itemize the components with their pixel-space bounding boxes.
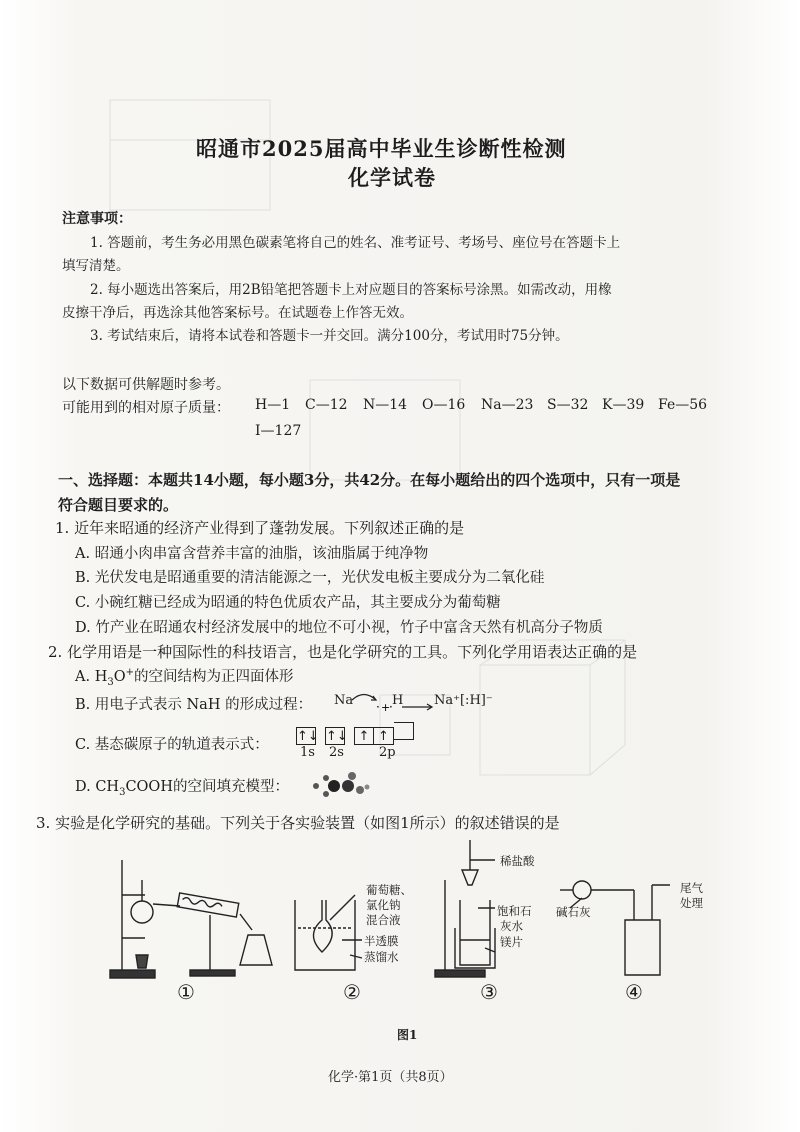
svg-text:·: ·: [376, 700, 380, 714]
nah-na-symbol: Na: [334, 693, 354, 708]
label-mg: 镁片: [500, 935, 523, 949]
q2-option-a: [75, 665, 294, 688]
reference-intro: 以下数据可供解题时参考。: [62, 377, 230, 393]
nah-h-symbol: H: [392, 693, 404, 708]
apparatus-number-1: ①: [177, 980, 195, 1004]
label-tail-gas-1: 尾气: [680, 881, 703, 895]
nah-electron-formula: [334, 690, 494, 720]
mass-na: Na—23: [481, 397, 534, 413]
apparatus-number-3: ③: [480, 980, 498, 1004]
label-membrane: 半透膜: [364, 934, 399, 948]
q2-a-text: 的空间结构为正四面体形: [134, 669, 294, 685]
reference-label: 可能用到的相对原子质量：: [62, 400, 230, 416]
page-footer: 化学·第1页（共8页）: [328, 1070, 453, 1085]
q2-a-sup: +: [125, 667, 134, 679]
note-line-4: 皮擦干净后，再选涂其他答案标号。在试题卷上作答无效。: [62, 305, 413, 321]
figure-1-apparatus: [100, 840, 720, 990]
exam-title: 昭通市2025届高中毕业生诊断性检测: [196, 136, 567, 161]
apparatus-number-4: ④: [625, 980, 643, 1004]
q2-a-sub: 3: [107, 676, 114, 688]
mass-n: N—14: [363, 397, 408, 413]
orbital-label-2p: 2p: [379, 745, 396, 760]
note-line-1: 1. 答题前，考生务必用黑色碳素笔将自己的姓名、准考证号、考场号、座位号在答题卡上: [90, 235, 621, 251]
svg-text:·: ·: [389, 700, 393, 714]
mass-c: C—12: [305, 397, 348, 413]
note-line-2: 填写清楚。: [62, 258, 130, 274]
nah-product: Na⁺[:H]⁻: [434, 693, 493, 708]
mass-s: S—32: [547, 397, 589, 413]
orbital-2p-3: [394, 722, 414, 740]
label-mixture: 混合液: [366, 913, 401, 927]
section-heading-line-2: 符合题目要求的。: [58, 496, 179, 514]
q3-stem: 3. 实验是化学研究的基础。下列关于各实验装置（如图1所示）的叙述错误的是: [36, 814, 560, 832]
q2-a-o: O: [113, 669, 126, 685]
q2-d-text: COOH的空间填充模型：: [125, 779, 289, 795]
orbital-2s: ↑↓: [326, 729, 348, 744]
q2-stem: 2. 化学用语是一种国际性的科技语言，也是化学研究的工具。下列化学用语表达正确的是: [48, 643, 638, 661]
orbital-label-2s: 2s: [329, 745, 344, 760]
q2-a-prefix: A. H: [75, 669, 108, 685]
q2-d-prefix: D. CH: [75, 779, 120, 795]
mass-fe: Fe—56: [658, 397, 708, 413]
label-soda-lime: 碱石灰: [556, 905, 591, 919]
label-limewater-2: 灰水: [500, 919, 523, 933]
orbital-1s: ↑↓: [297, 729, 319, 744]
mass-k: K—39: [602, 397, 645, 413]
orbital-2p-2: ↑: [374, 727, 394, 745]
mass-h: H—1: [255, 397, 291, 413]
section-heading-line-1: 一、选择题：本题共14小题，每小题3分，共42分。在每小题给出的四个选项中，只有一项是: [58, 471, 681, 489]
acetic-acid-model-icon: [308, 772, 370, 800]
label-tail-gas-2: 处理: [680, 896, 703, 910]
mass-i: I—127: [255, 423, 302, 439]
carbon-orbital-diagram: [296, 722, 414, 745]
svg-text:+: +: [381, 701, 391, 714]
q2-b-text: B. 用电子式表示 NaH 的形成过程：: [75, 697, 313, 713]
q1-option-d: D. 竹产业在昭通农村经济发展中的地位不可小视，竹子中富含天然有机高分子物质: [75, 620, 603, 636]
q2-c-text: C. 基态碳原子的轨道表示式：: [75, 737, 269, 753]
orbital-label-1s: 1s: [300, 745, 315, 760]
exam-subtitle: 化学试卷: [348, 165, 436, 190]
q2-option-c: [75, 733, 269, 754]
label-nacl: 氯化钠: [366, 898, 401, 912]
label-limewater-1: 饱和石: [497, 904, 532, 918]
notes-heading: 注意事项：: [62, 211, 132, 227]
note-line-5: 3. 考试结束后，请将本试卷和答题卡一并交回。满分100分，考试用时75分钟。: [90, 328, 569, 344]
orbital-2p-1: ↑: [354, 727, 374, 745]
note-line-3: 2. 每小题选出答案后，用2B铅笔把答题卡上对应题目的答案标号涂黑。如需改动，用橡: [90, 282, 612, 298]
q2-option-d: [75, 775, 289, 798]
q1-option-a: A. 昭通小肉串富含营养丰富的油脂，该油脂属于纯净物: [75, 546, 429, 562]
apparatus-number-2: ②: [343, 980, 361, 1004]
mass-o: O—16: [422, 397, 466, 413]
figure-caption: 图1: [397, 1028, 418, 1042]
q1-stem: 1. 近年来昭通的经济产业得到了蓬勃发展。下列叙述正确的是: [55, 519, 465, 537]
label-distilled-water: 蒸馏水: [364, 950, 399, 964]
q1-option-c: C. 小碗红糖已经成为昭通的特色优质农产品，其主要成分为葡萄糖: [75, 595, 501, 611]
q2-option-b: [75, 693, 312, 714]
q1-option-b: B. 光伏发电是昭通重要的清洁能源之一，光伏发电板主要成分为二氧化硅: [75, 570, 545, 586]
label-dilute-hcl: 稀盐酸: [500, 854, 535, 868]
q2-d-sub: 3: [119, 786, 126, 798]
label-glucose: 葡萄糖、: [366, 883, 412, 897]
